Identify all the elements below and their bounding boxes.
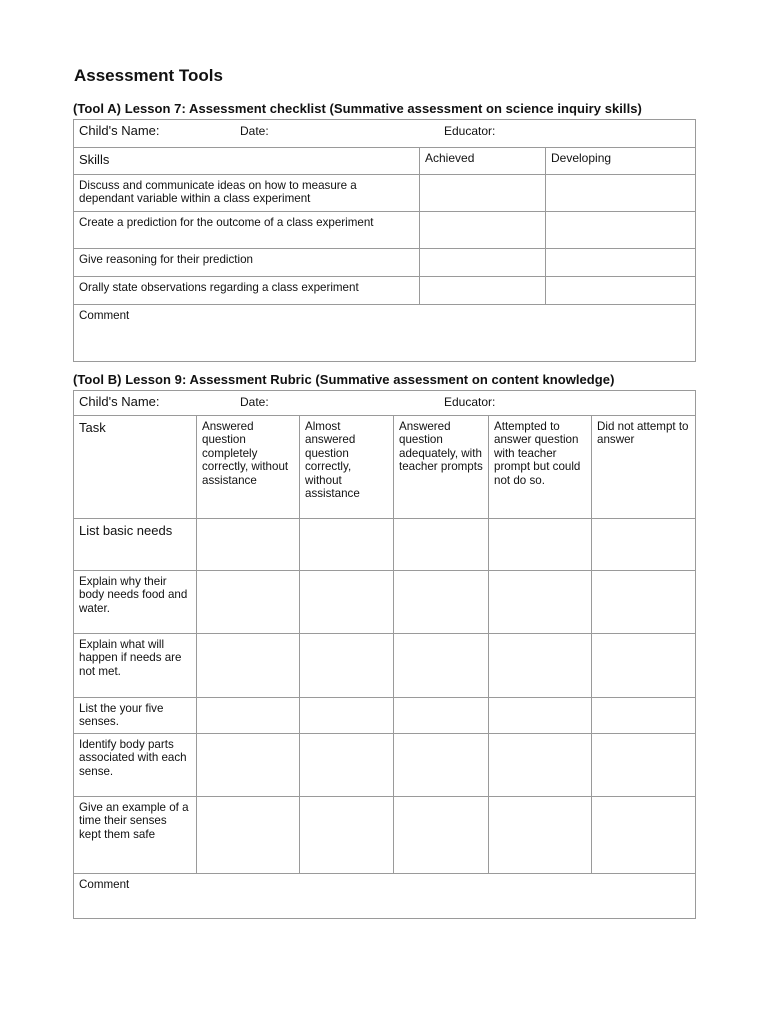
table-row <box>74 519 696 571</box>
criteria-header: Answered question adequately, with teacher prompts <box>394 416 489 519</box>
task-cell: List the your five senses. <box>74 698 197 734</box>
childs-name-label: Child's Name: <box>79 123 160 138</box>
table-row <box>74 175 696 212</box>
rating-cell[interactable] <box>394 698 489 734</box>
childs-name-label: Child's Name: <box>79 394 160 409</box>
date-label: Date: <box>240 395 269 409</box>
criteria-header: Answered question completely correctly, without assistance <box>197 416 300 519</box>
tool-a-heading: (Tool A) Lesson 7: Assessment checklist (Summative assessment on science inquiry skills) <box>73 101 642 116</box>
table-row <box>74 698 696 734</box>
comment-row <box>74 874 696 919</box>
rating-cell[interactable] <box>489 519 592 571</box>
achieved-cell[interactable] <box>420 175 546 212</box>
skill-cell: Give reasoning for their prediction <box>74 249 420 277</box>
task-cell: Give an example of a time their senses kept them safe <box>74 797 197 874</box>
assessment-checklist-table <box>73 119 696 362</box>
date-label: Date: <box>240 124 269 138</box>
skill-cell: Create a prediction for the outcome of a class experiment <box>74 212 420 249</box>
rating-cell[interactable] <box>394 734 489 797</box>
rating-cell[interactable] <box>394 634 489 698</box>
achieved-cell[interactable] <box>420 212 546 249</box>
info-cell <box>74 391 696 416</box>
skill-cell: Orally state observations regarding a class experiment <box>74 277 420 305</box>
rating-cell[interactable] <box>489 734 592 797</box>
comment-row <box>74 305 696 362</box>
rating-cell[interactable] <box>300 797 394 874</box>
developing-cell[interactable] <box>546 175 696 212</box>
rating-cell[interactable] <box>592 519 696 571</box>
page-title: Assessment Tools <box>74 66 223 85</box>
rating-cell[interactable] <box>489 571 592 634</box>
rating-cell[interactable] <box>197 634 300 698</box>
rating-cell[interactable] <box>489 634 592 698</box>
criteria-header: Did not attempt to answer <box>592 416 696 519</box>
rating-cell[interactable] <box>489 797 592 874</box>
achieved-cell[interactable] <box>420 249 546 277</box>
rating-cell[interactable] <box>300 634 394 698</box>
table-row <box>74 277 696 305</box>
achieved-header: Achieved <box>420 148 546 175</box>
comment-cell[interactable]: Comment <box>74 874 696 919</box>
rating-cell[interactable] <box>592 698 696 734</box>
info-cell <box>74 120 696 148</box>
rating-cell[interactable] <box>394 571 489 634</box>
achieved-cell[interactable] <box>420 277 546 305</box>
table-row <box>74 734 696 797</box>
rating-cell[interactable] <box>394 519 489 571</box>
rating-cell[interactable] <box>300 571 394 634</box>
rating-cell[interactable] <box>394 797 489 874</box>
rating-cell[interactable] <box>197 734 300 797</box>
task-header: Task <box>74 416 197 519</box>
task-cell: Explain why their body needs food and water. <box>74 571 197 634</box>
rating-cell[interactable] <box>197 571 300 634</box>
rating-cell[interactable] <box>197 797 300 874</box>
criteria-header: Attempted to answer question with teacher prompt but could not do so. <box>489 416 592 519</box>
table-row <box>74 797 696 874</box>
rating-cell[interactable] <box>592 634 696 698</box>
assessment-rubric-table <box>73 390 696 919</box>
task-cell: List basic needs <box>74 519 197 571</box>
developing-cell[interactable] <box>546 277 696 305</box>
developing-header: Developing <box>546 148 696 175</box>
info-row <box>74 391 696 416</box>
table-row <box>74 249 696 277</box>
rating-cell[interactable] <box>197 698 300 734</box>
educator-label: Educator: <box>444 124 496 138</box>
criteria-header: Almost answered question correctly, without assistance <box>300 416 394 519</box>
rating-cell[interactable] <box>197 519 300 571</box>
table-row <box>74 571 696 634</box>
comment-cell[interactable]: Comment <box>74 305 696 362</box>
tool-b-heading: (Tool B) Lesson 9: Assessment Rubric (Summative assessment on content knowledge) <box>73 372 615 387</box>
info-row <box>74 120 696 148</box>
rating-cell[interactable] <box>592 797 696 874</box>
skill-cell: Discuss and communicate ideas on how to measure a dependant variable within a class experiment <box>74 175 420 212</box>
table-row <box>74 212 696 249</box>
rating-cell[interactable] <box>592 571 696 634</box>
developing-cell[interactable] <box>546 249 696 277</box>
rating-cell[interactable] <box>592 734 696 797</box>
developing-cell[interactable] <box>546 212 696 249</box>
rating-cell[interactable] <box>489 698 592 734</box>
skills-header: Skills <box>74 148 420 175</box>
table-row <box>74 634 696 698</box>
header-row <box>74 148 696 175</box>
task-cell: Identify body parts associated with each sense. <box>74 734 197 797</box>
rating-cell[interactable] <box>300 519 394 571</box>
header-row <box>74 416 696 519</box>
task-cell: Explain what will happen if needs are not met. <box>74 634 197 698</box>
rating-cell[interactable] <box>300 734 394 797</box>
rating-cell[interactable] <box>300 698 394 734</box>
educator-label: Educator: <box>444 395 496 409</box>
